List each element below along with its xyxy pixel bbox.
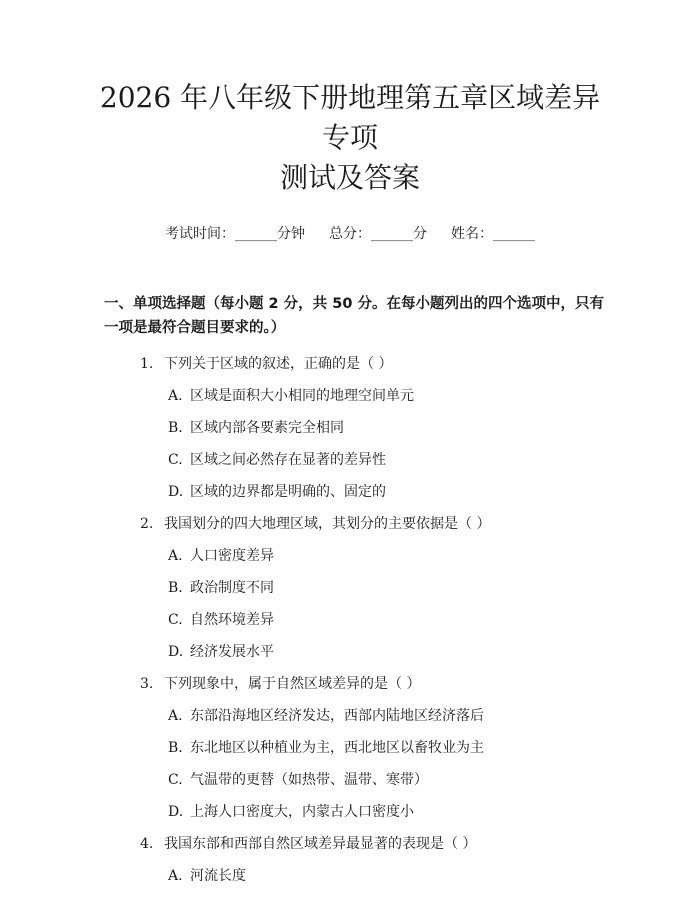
option-letter: D.	[168, 644, 184, 660]
question-list	[96, 348, 604, 892]
option-letter: D.	[168, 484, 184, 500]
answer-option[interactable]	[96, 412, 604, 444]
question-stem	[96, 348, 604, 380]
option-text: 区域是面积大小相同的地理空间单元	[190, 388, 414, 404]
option-text: 上海人口密度大，内蒙古人口密度小	[190, 804, 414, 820]
option-text: 经济发展水平	[190, 644, 274, 660]
question-item	[96, 668, 604, 828]
answer-option[interactable]	[96, 604, 604, 636]
answer-option[interactable]	[96, 572, 604, 604]
option-letter: B.	[168, 420, 183, 436]
option-letter: A.	[168, 708, 183, 724]
question-number: 3.	[140, 676, 154, 692]
option-text: 东北地区以种植业为主，西北地区以畜牧业为主	[190, 740, 484, 756]
question-item	[96, 508, 604, 668]
question-number: 4.	[140, 836, 154, 852]
option-letter: C.	[168, 772, 183, 788]
answer-option[interactable]	[96, 636, 604, 668]
question-text: 下列关于区域的叙述，正确的是（ ）	[164, 356, 393, 372]
option-letter: C.	[168, 612, 183, 628]
option-letter: D.	[168, 804, 184, 820]
option-text: 河流长度	[190, 868, 246, 884]
question-stem	[96, 508, 604, 540]
option-text: 人口密度差异	[190, 548, 274, 564]
answer-option[interactable]	[96, 732, 604, 764]
question-item	[96, 348, 604, 508]
option-letter: B.	[168, 580, 183, 596]
question-item	[96, 828, 604, 892]
option-text: 自然环境差异	[190, 612, 274, 628]
question-text: 下列现象中，属于自然区域差异的是（ ）	[164, 676, 421, 692]
student-name: 姓名：______	[451, 226, 535, 242]
answer-option[interactable]	[96, 764, 604, 796]
question-stem	[96, 828, 604, 860]
question-number: 1.	[140, 356, 154, 372]
exam-meta	[96, 224, 604, 244]
answer-option[interactable]	[96, 540, 604, 572]
exam-time: 考试时间：______分钟	[165, 226, 305, 242]
page-title	[96, 0, 604, 198]
title-line-1: 2026 年八年级下册地理第五章区域差异专项	[99, 81, 601, 154]
question-text: 我国东部和西部自然区域差异最显著的表现是（ ）	[164, 836, 477, 852]
option-text: 政治制度不同	[190, 580, 274, 596]
answer-option[interactable]	[96, 860, 604, 892]
option-letter: B.	[168, 740, 183, 756]
answer-option[interactable]	[96, 444, 604, 476]
option-text: 区域内部各要素完全相同	[190, 420, 344, 436]
answer-option[interactable]	[96, 700, 604, 732]
answer-option[interactable]	[96, 796, 604, 828]
answer-option[interactable]	[96, 380, 604, 412]
question-text: 我国划分的四大地理区域，其划分的主要依据是（ ）	[164, 516, 491, 532]
question-stem	[96, 668, 604, 700]
option-text: 东部沿海地区经济发达，西部内陆地区经济落后	[190, 708, 484, 724]
option-letter: A.	[168, 868, 183, 884]
option-text: 区域之间必然存在显著的差异性	[190, 452, 386, 468]
option-letter: A.	[168, 388, 183, 404]
option-letter: C.	[168, 452, 183, 468]
option-text: 气温带的更替（如热带、温带、寒带）	[190, 772, 428, 788]
option-text: 区域的边界都是明确的、固定的	[190, 484, 386, 500]
section-heading: 一、单项选择题（每小题 2 分，共 50 分。在每小题列出的四个选项中，只有一项是最符合题目要求的。）	[104, 296, 604, 336]
question-number: 2.	[140, 516, 154, 532]
title-line-2: 测试及答案	[279, 161, 420, 194]
exam-total-score: 总分：______分	[329, 226, 427, 242]
answer-option[interactable]	[96, 476, 604, 508]
option-letter: A.	[168, 548, 183, 564]
